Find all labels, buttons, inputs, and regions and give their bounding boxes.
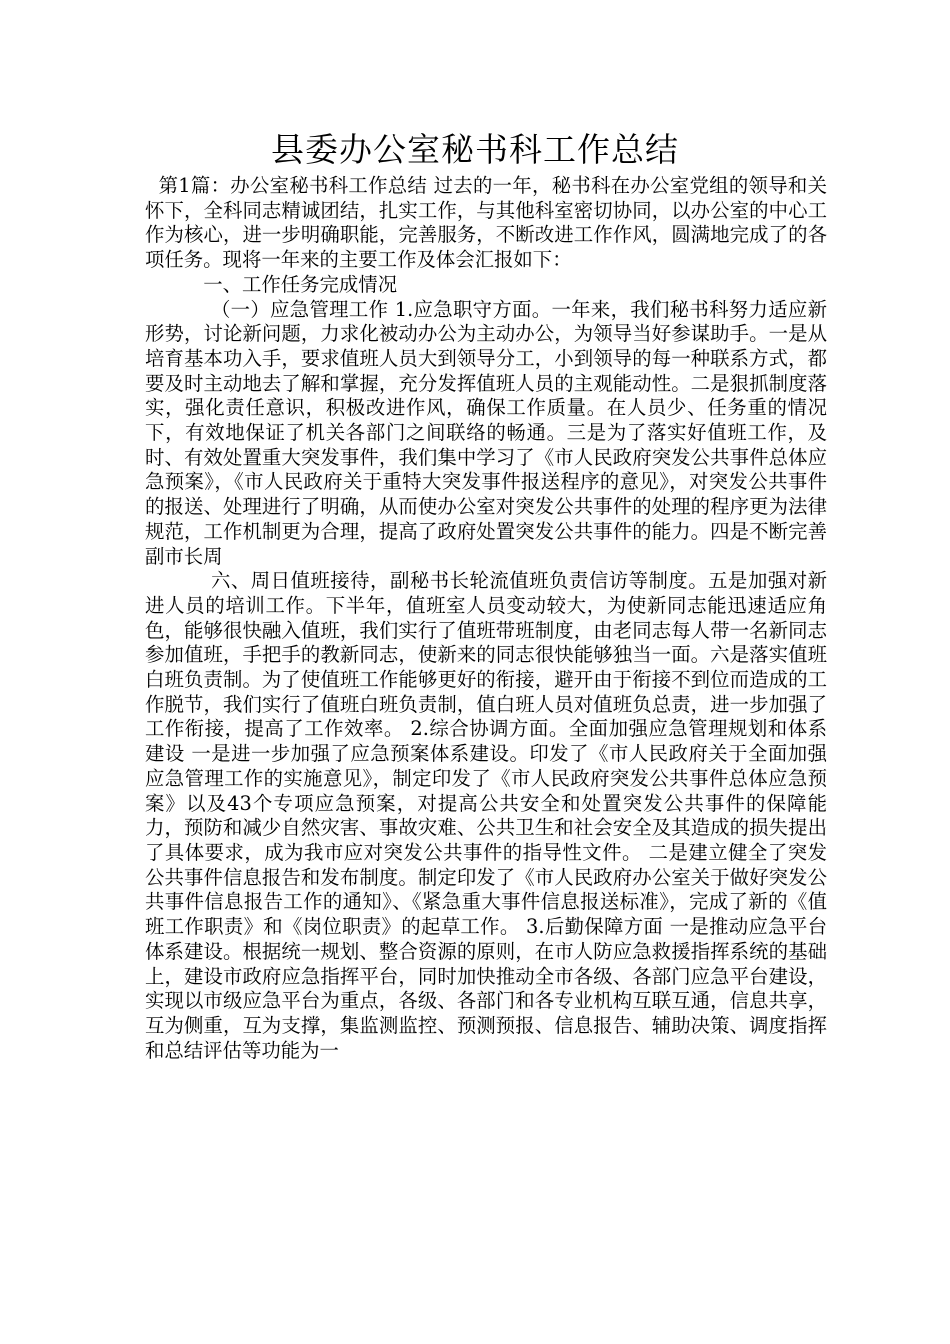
document-body — [145, 174, 827, 1063]
section-heading-1: 一、工作任务完成情况 — [203, 272, 398, 296]
paragraph-duty-reception: 六、周日值班接待，副秘书长轮流值班负责信访等制度。五是加强对新进人员的培训工作。下半年，值班室人员变动较大，为使新同志能迅速适应角色，能够很快融入值班，我们实行了值班带班制度，由老同志每人带一名新同志参加值班，手把手的教新同志，使新来的同志很快能够独当一面。六是落实值班白班负责制。为了使值班工作能够更好的衔接，避开由于衔接不到位而造成的工作脱节，我们实行了值班白班负责制，值白班人员对值班负总责，进一步加强了工作衔接，提高了工作效率。 2.综合协调方面。全面加强应急管理规划和体系建设 一是进一步加强了应急预案体系建设。印发了《市人民政府关于全面加强应急管理工作的实施意见》，制定印发了《市人民政府突发公共事件总体应急预案》以及43个专项应急预案，对提高公共安全和处置突发公共事件的保障能力，预防和减少自然灾害、事故灾难、公共卫生和社会安全及其造成的损失提出了具体要求，成为我市应对突发公共事件的指导性文件。 二是建立健全了突发公共事件信息报告和发布制度。制定印发了《市人民政府办公室关于做好突发公共事件信息报告工作的通知》、《紧急重大事件信息报送标准》，完成了新的《值班工作职责》和《岗位职责》的起草工作。 3.后勤保障方面 一是推动应急平台体系建设。根据统一规划、整合资源的原则，在市人防应急救援指挥系统的基础上，建设市政府应急指挥平台，同时加快推动全市各级、各部门应急平台建设，实现以市级应急平台为重点，各级、各部门和各专业机构互联互通，信息共享，互为侧重，互为支撑，集监测监控、预测预报、信息报告、辅助决策、调度指挥和总结评估等功能为一 — [145, 569, 827, 1062]
paragraph-intro: 第1篇：办公室秘书科工作总结 过去的一年，秘书科在办公室党组的领导和关怀下，全科同志精诚团结，扎实工作，与其他科室密切协同，以办公室的中心工作为核心，进一步明确职能，完善服务，不断改进工作作风，圆满地完成了的各项任务。现将一年来的主要工作及体会汇报如下： — [145, 174, 827, 272]
paragraph-emergency-management: （一）应急管理工作 1.应急职守方面。一年来，我们秘书科努力适应新形势，讨论新问题，力求化被动办公为主动办公，为领导当好参谋助手。一是从培育基本功入手，要求值班人员大到领导分工，小到领导的每一种联系方式，都要及时主动地去了解和掌握，充分发挥值班人员的主观能动性。二是狠抓制度落实，强化责任意识，积极改进作风，确保工作质量。在人员少、任务重的情况下，有效地保证了机关各部门之间联络的畅通。三是为了落实好值班工作，及时、有效处置重大突发事件，我们集中学习了《市人民政府突发公共事件总体应急预案》，《市人民政府关于重特大突发事件报送程序的意见》，对突发公共事件的报送、处理进行了明确，从而使办公室对突发公共事件的处理的程序更为法律规范，工作机制更为合理，提高了政府处置突发公共事件的能力。四是不断完善副市长周 — [145, 297, 827, 568]
document-title: 县委办公室秘书科工作总结 — [271, 130, 679, 169]
